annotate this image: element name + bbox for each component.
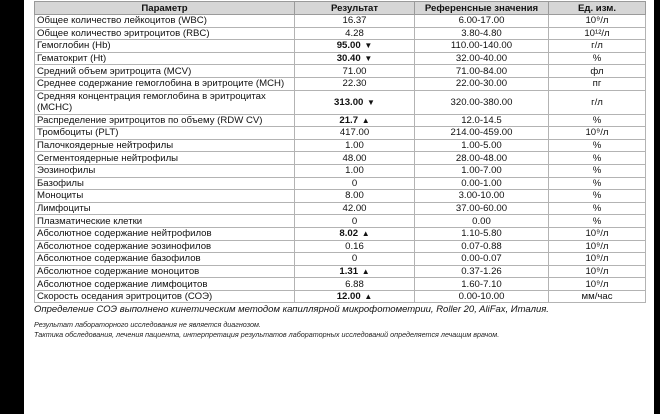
parameter-name: Средний объем эритроцита (MCV)	[35, 65, 295, 78]
result-cell	[295, 253, 415, 266]
arrow-down-icon: ▼	[364, 41, 373, 51]
result-value: 71.00	[342, 65, 367, 77]
reference-range: 320.00-380.00	[415, 90, 549, 114]
reference-range: 214.00-459.00	[415, 127, 549, 140]
disclaimer-diagnosis: Результат лабораторного исследования не является диагнозом.	[34, 320, 261, 329]
reference-range: 22.00-30.00	[415, 77, 549, 90]
result-value: 0	[351, 215, 358, 227]
result-cell	[295, 90, 415, 114]
reference-range: 1.60-7.10	[415, 278, 549, 291]
table-row	[35, 152, 646, 165]
result-cell	[295, 202, 415, 215]
table-row	[35, 27, 646, 40]
parameter-name: Распределение эритроцитов по объему (RDW CV)	[35, 114, 295, 127]
result-cell	[295, 114, 415, 127]
parameter-name: Плазматические клетки	[35, 215, 295, 228]
result-cell	[295, 40, 415, 53]
table-row	[35, 114, 646, 127]
result-value: 30.40	[336, 53, 361, 65]
result-value: 0	[351, 253, 358, 265]
results-table	[34, 1, 646, 303]
reference-range: 1.00-7.00	[415, 164, 549, 177]
table-row	[35, 52, 646, 65]
result-cell	[295, 15, 415, 28]
reference-range: 110.00-140.00	[415, 40, 549, 53]
result-value: 42.00	[342, 203, 367, 215]
header-reference: Референсные значения	[415, 2, 549, 15]
unit: %	[549, 152, 646, 165]
result-cell	[295, 265, 415, 278]
result-value: 313.00	[334, 96, 364, 108]
result-cell	[295, 278, 415, 291]
table-row	[35, 253, 646, 266]
unit: %	[549, 177, 646, 190]
unit: %	[549, 52, 646, 65]
parameter-name: Эозинофилы	[35, 164, 295, 177]
result-cell	[295, 190, 415, 203]
parameter-name: Тромбоциты (PLT)	[35, 127, 295, 140]
result-value: 21.7	[339, 114, 359, 126]
result-cell	[295, 177, 415, 190]
left-border	[0, 0, 24, 414]
table-row	[35, 90, 646, 114]
result-cell	[295, 127, 415, 140]
unit: г/л	[549, 90, 646, 114]
header-parameter: Параметр	[35, 2, 295, 15]
unit: 10⁹/л	[549, 278, 646, 291]
reference-range: 0.00-10.00	[415, 290, 549, 303]
result-cell	[295, 240, 415, 253]
unit: фл	[549, 65, 646, 78]
table-row	[35, 227, 646, 240]
result-value: 8.02	[339, 228, 359, 240]
reference-range: 12.0-14.5	[415, 114, 549, 127]
reference-range: 6.00-17.00	[415, 15, 549, 28]
result-cell	[295, 290, 415, 303]
table-row	[35, 202, 646, 215]
parameter-name: Базофилы	[35, 177, 295, 190]
result-value: 1.00	[345, 140, 364, 152]
reference-range: 28.00-48.00	[415, 152, 549, 165]
result-value: 8.00	[345, 190, 364, 202]
result-cell	[295, 227, 415, 240]
reference-range: 0.37-1.26	[415, 265, 549, 278]
result-cell	[295, 152, 415, 165]
table-row	[35, 15, 646, 28]
arrow-down-icon: ▼	[364, 54, 373, 64]
reference-range: 0.00-0.07	[415, 253, 549, 266]
table-row	[35, 164, 646, 177]
reference-range: 37.00-60.00	[415, 202, 549, 215]
result-value: 417.00	[339, 127, 370, 139]
parameter-name: Средняя концентрация гемоглобина в эритроцитах (MCHC)	[35, 90, 295, 114]
table-row	[35, 265, 646, 278]
parameter-name: Среднее содержание гемоглобина в эритроците (MCH)	[35, 77, 295, 90]
result-value: 1.31	[339, 265, 359, 277]
unit: 10⁹/л	[549, 240, 646, 253]
unit: %	[549, 215, 646, 228]
arrow-up-icon: ▲	[361, 229, 370, 239]
unit: мм/час	[549, 290, 646, 303]
reference-range: 0.00	[415, 215, 549, 228]
result-value: 1.00	[345, 165, 364, 177]
table-row	[35, 127, 646, 140]
unit: 10⁹/л	[549, 15, 646, 28]
table-row	[35, 240, 646, 253]
result-value: 48.00	[342, 152, 367, 164]
table-row	[35, 40, 646, 53]
result-cell	[295, 139, 415, 152]
parameter-name: Общее количество эритроцитов (RBC)	[35, 27, 295, 40]
parameter-name: Абсолютное содержание базофилов	[35, 253, 295, 266]
parameter-name: Абсолютное содержание лимфоцитов	[35, 278, 295, 291]
arrow-up-icon: ▲	[364, 292, 373, 302]
header-unit: Ед. изм.	[549, 2, 646, 15]
reference-range: 32.00-40.00	[415, 52, 549, 65]
document-sheet	[24, 0, 654, 414]
unit: 10⁹/л	[549, 253, 646, 266]
parameter-name: Абсолютное содержание нейтрофилов	[35, 227, 295, 240]
result-cell	[295, 164, 415, 177]
result-value: 16.37	[342, 15, 367, 27]
table-row	[35, 65, 646, 78]
arrow-up-icon: ▲	[361, 266, 370, 276]
result-value: 22.30	[342, 78, 367, 90]
reference-range: 1.10-5.80	[415, 227, 549, 240]
reference-range: 1.00-5.00	[415, 139, 549, 152]
parameter-name: Гематокрит (Ht)	[35, 52, 295, 65]
unit: пг	[549, 77, 646, 90]
disclaimer-interpretation: Тактика обследования, лечения пациента, интерпретация результатов лабораторных исследований определяется лечащим врачом.	[34, 330, 500, 339]
parameter-name: Абсолютное содержание моноцитов	[35, 265, 295, 278]
unit: %	[549, 114, 646, 127]
result-cell	[295, 52, 415, 65]
method-note: Определение СОЭ выполнено кинетическим методом капиллярной микрофотометрии, Roller 20, AliFax, Италия.	[34, 304, 549, 315]
result-value: 12.00	[336, 291, 361, 303]
result-cell	[295, 77, 415, 90]
reference-range: 0.07-0.88	[415, 240, 549, 253]
table-row	[35, 77, 646, 90]
result-value: 95.00	[336, 40, 361, 52]
table-row	[35, 190, 646, 203]
parameter-name: Моноциты	[35, 190, 295, 203]
reference-range: 3.80-4.80	[415, 27, 549, 40]
result-cell	[295, 27, 415, 40]
parameter-name: Гемоглобин (Hb)	[35, 40, 295, 53]
unit: %	[549, 164, 646, 177]
unit: %	[549, 139, 646, 152]
result-value: 4.28	[345, 27, 364, 39]
parameter-name: Лимфоциты	[35, 202, 295, 215]
unit: 10⁹/л	[549, 265, 646, 278]
parameter-name: Сегментоядерные нейтрофилы	[35, 152, 295, 165]
table-row	[35, 177, 646, 190]
unit: %	[549, 190, 646, 203]
arrow-down-icon: ▼	[367, 97, 375, 107]
table-row	[35, 290, 646, 303]
unit: 10¹²/л	[549, 27, 646, 40]
result-cell	[295, 215, 415, 228]
parameter-name: Скорость оседания эритроцитов (СОЭ)	[35, 290, 295, 303]
reference-range: 71.00-84.00	[415, 65, 549, 78]
parameter-name: Палочкоядерные нейтрофилы	[35, 139, 295, 152]
right-border	[654, 0, 660, 414]
table-row	[35, 278, 646, 291]
unit: %	[549, 202, 646, 215]
parameter-name: Абсолютное содержание эозинофилов	[35, 240, 295, 253]
table-row	[35, 139, 646, 152]
unit: г/л	[549, 40, 646, 53]
result-value: 0.16	[345, 240, 364, 252]
arrow-up-icon: ▲	[361, 115, 370, 125]
reference-range: 3.00-10.00	[415, 190, 549, 203]
unit: 10⁹/л	[549, 127, 646, 140]
unit: 10⁹/л	[549, 227, 646, 240]
table-header	[35, 2, 646, 15]
result-value: 0	[351, 177, 358, 189]
header-result: Результат	[295, 2, 415, 15]
table-row	[35, 215, 646, 228]
table-body	[35, 15, 646, 303]
parameter-name: Общее количество лейкоцитов (WBC)	[35, 15, 295, 28]
result-cell	[295, 65, 415, 78]
result-value: 6.88	[345, 278, 364, 290]
reference-range: 0.00-1.00	[415, 177, 549, 190]
